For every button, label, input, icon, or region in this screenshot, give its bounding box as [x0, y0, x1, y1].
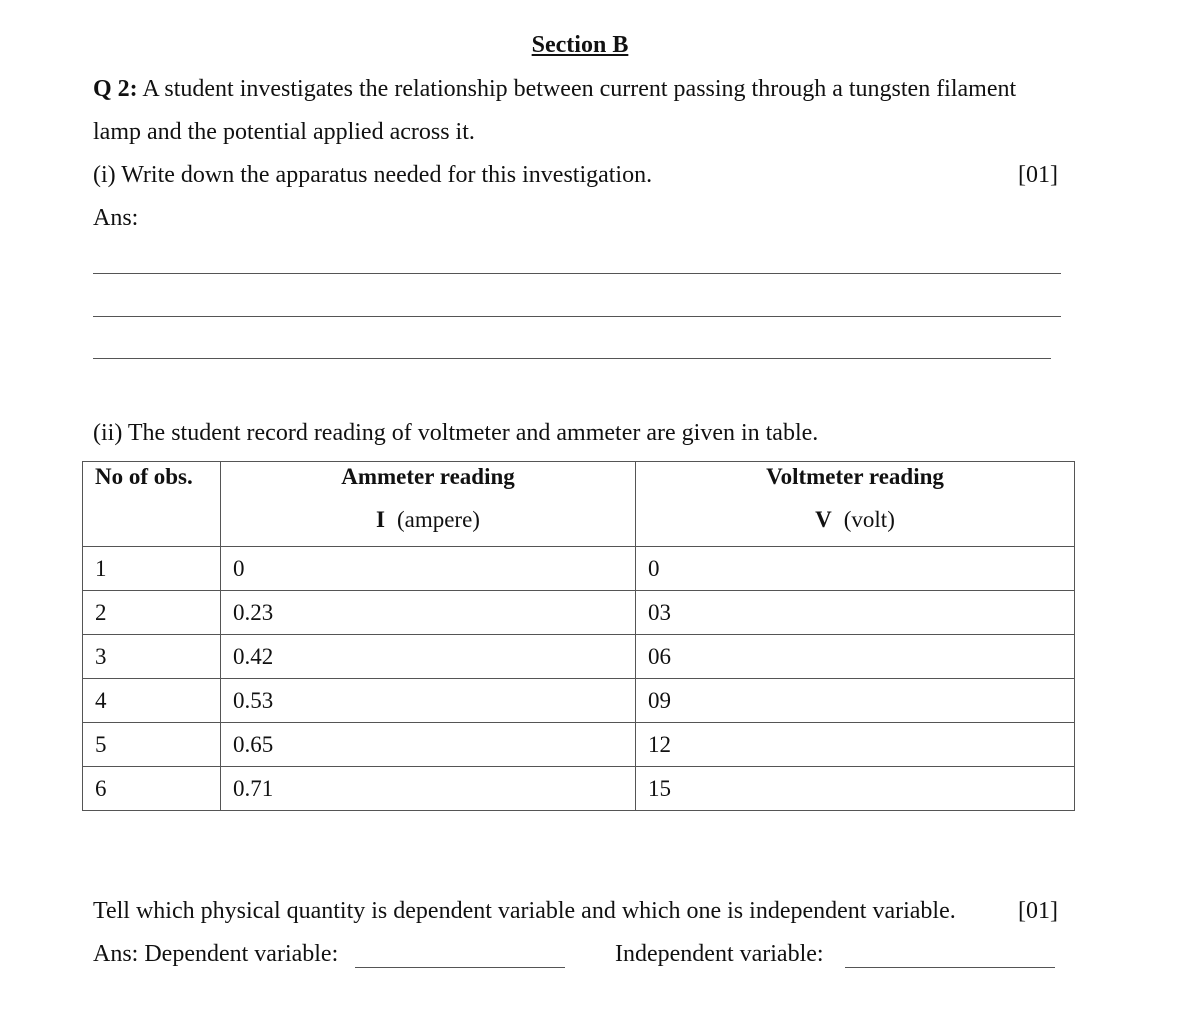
readings-table — [82, 461, 1075, 811]
answer-line-2[interactable] — [93, 316, 1061, 317]
cell-current: 0.42 — [221, 635, 636, 679]
cell-voltage: 0 — [636, 547, 1075, 591]
table-row — [83, 547, 1075, 591]
answer-line-1[interactable] — [93, 273, 1061, 274]
cell-obs: 4 — [83, 679, 221, 723]
cell-obs: 6 — [83, 767, 221, 811]
part3-marks: [01] — [1018, 898, 1058, 924]
header-voltmeter — [636, 462, 1075, 547]
section-title: Section B — [531, 32, 629, 58]
header-voltmeter-symbol: V — [815, 507, 832, 532]
part1-prompt: (i) Write down the apparatus needed for this investigation. — [93, 162, 653, 188]
header-obs-label: No of obs. — [95, 464, 193, 489]
header-voltmeter-title: Voltmeter reading — [766, 464, 944, 489]
cell-obs: 1 — [83, 547, 221, 591]
cell-obs: 5 — [83, 723, 221, 767]
header-ammeter-unit: (ampere) — [396, 507, 480, 532]
table-row — [83, 635, 1075, 679]
header-ammeter — [221, 462, 636, 547]
cell-current: 0.23 — [221, 591, 636, 635]
table-row — [83, 767, 1075, 811]
table-row — [83, 679, 1075, 723]
header-voltmeter-unit-line — [636, 507, 1074, 533]
cell-current: 0.53 — [221, 679, 636, 723]
answer-line-3[interactable] — [93, 358, 1051, 359]
table-header-row — [83, 462, 1075, 547]
part2-prompt: (ii) The student record reading of voltmeter and ammeter are given in table. — [93, 420, 819, 446]
part1-answer-label: Ans: — [93, 205, 139, 231]
header-ammeter-title: Ammeter reading — [341, 464, 515, 489]
cell-voltage: 09 — [636, 679, 1075, 723]
cell-current: 0.65 — [221, 723, 636, 767]
cell-voltage: 12 — [636, 723, 1075, 767]
cell-voltage: 06 — [636, 635, 1075, 679]
header-voltmeter-unit: (volt) — [843, 507, 895, 532]
part3-prompt: Tell which physical quantity is dependent variable and which one is independent variable. — [93, 898, 956, 924]
dependent-variable-blank[interactable] — [355, 967, 565, 968]
independent-variable-label: Independent variable: — [615, 941, 824, 967]
question-label: Q 2: — [93, 76, 138, 102]
part1-marks: [01] — [1018, 162, 1058, 188]
cell-current: 0 — [221, 547, 636, 591]
cell-voltage: 03 — [636, 591, 1075, 635]
cell-current: 0.71 — [221, 767, 636, 811]
header-ammeter-unit-line — [221, 507, 635, 533]
independent-variable-blank[interactable] — [845, 967, 1055, 968]
cell-voltage: 15 — [636, 767, 1075, 811]
question-text-line2: lamp and the potential applied across it. — [93, 119, 475, 145]
header-ammeter-symbol: I — [376, 507, 385, 532]
question-text: A student investigates the relationship between current passing through a tungsten filament — [142, 76, 1017, 102]
dependent-variable-label: Ans: Dependent variable: — [93, 941, 339, 967]
table-row — [83, 723, 1075, 767]
cell-obs: 3 — [83, 635, 221, 679]
question-text-line1 — [93, 76, 1016, 103]
table-row — [83, 591, 1075, 635]
header-obs — [83, 462, 221, 547]
cell-obs: 2 — [83, 591, 221, 635]
